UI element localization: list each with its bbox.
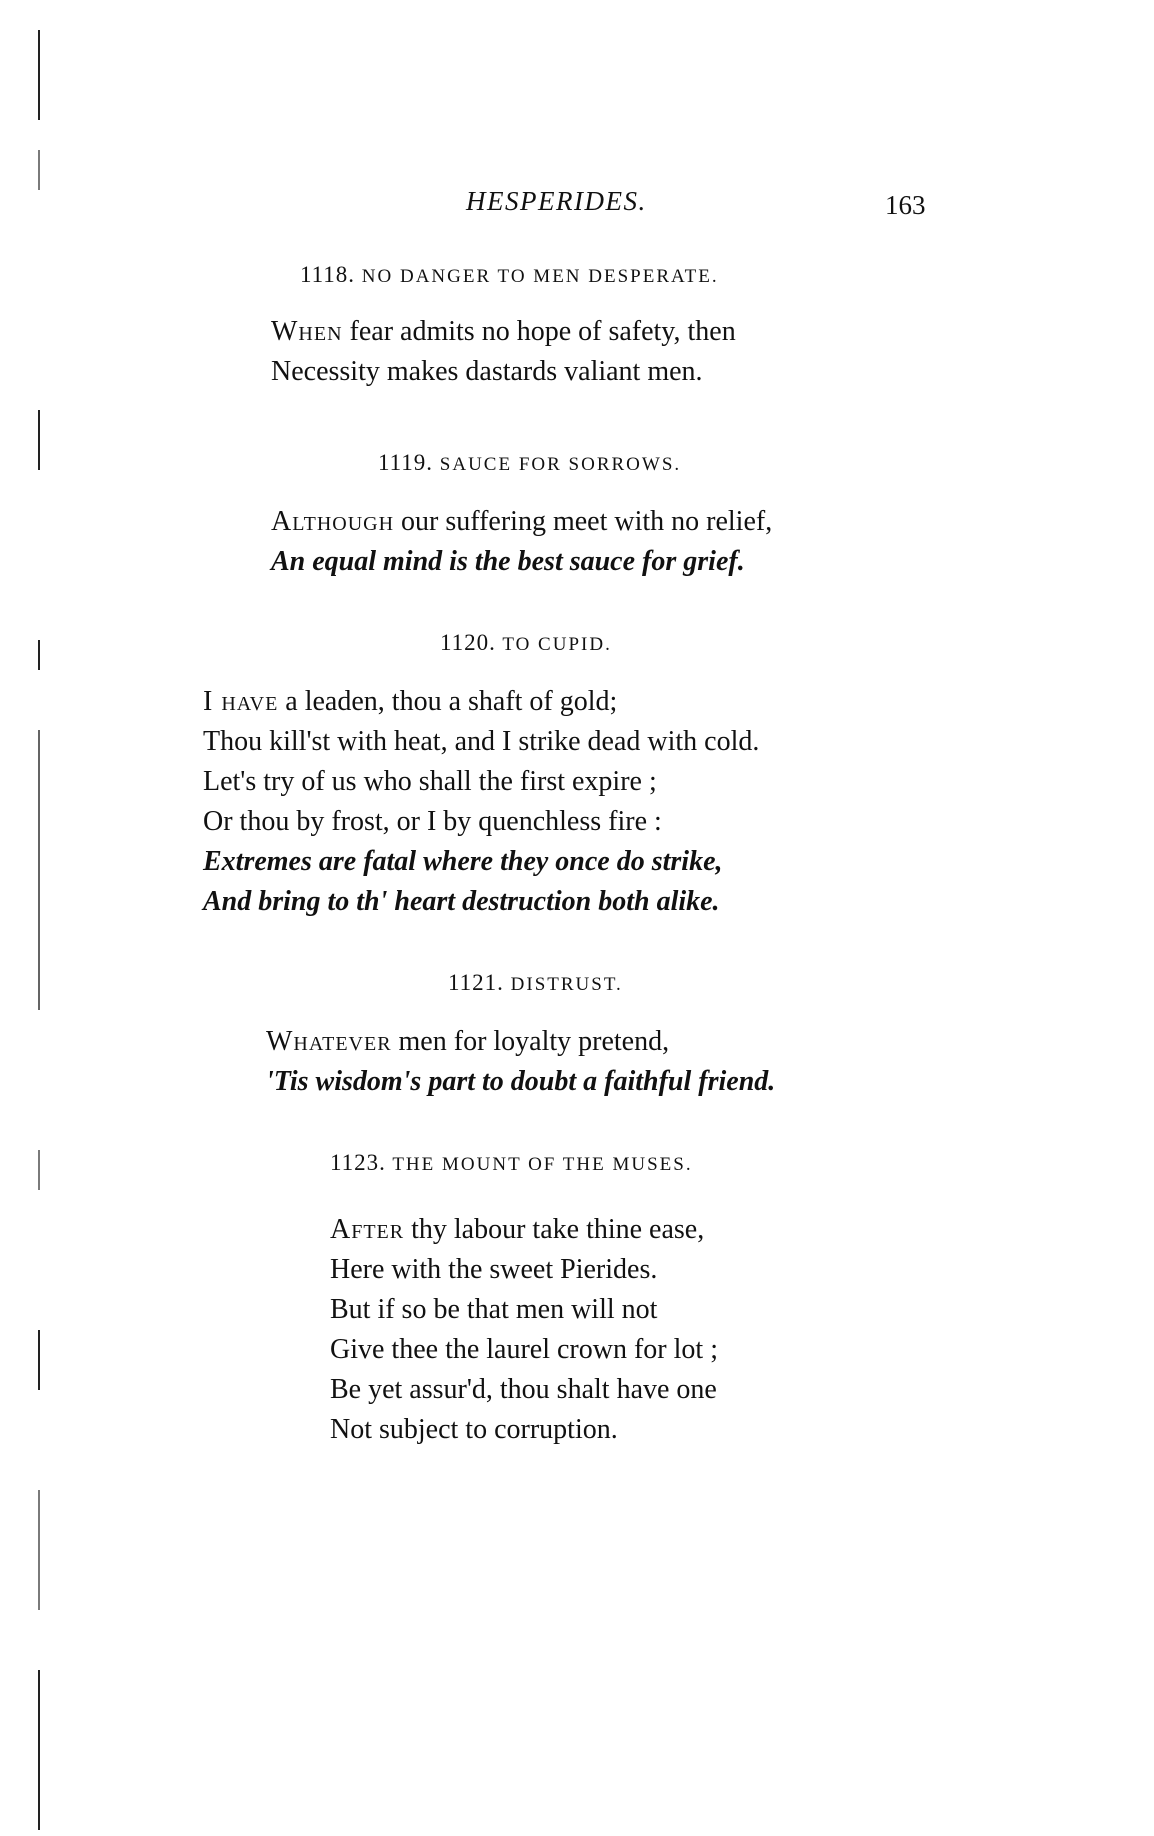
verse-line: Or thou by frost, or I by quenchless fire : — [203, 806, 662, 837]
poem-body-1119 — [271, 502, 772, 582]
verse-line: After thy labour take thine ease, — [330, 1214, 705, 1245]
verse-line: Whatever men for loyalty pretend, — [266, 1026, 670, 1057]
verse-line: Give thee the laurel crown for lot ; — [330, 1334, 718, 1365]
poem-title: NO DANGER TO MEN DESPERATE. — [361, 266, 719, 287]
poem-heading-1120 — [440, 630, 612, 656]
verse-line: Thou kill'st with heat, and I strike dead with cold. — [203, 726, 760, 757]
poem-title: DISTRUST. — [510, 974, 623, 995]
poem-heading-1121 — [448, 970, 623, 996]
verse-line: Here with the sweet Pierides. — [330, 1254, 658, 1285]
verse-line: Not subject to corruption. — [330, 1414, 618, 1445]
poem-body-1120 — [203, 682, 759, 922]
poem-number: 1118. — [300, 262, 356, 287]
poem-body-1123 — [330, 1210, 718, 1450]
poem-number: 1121. — [448, 970, 504, 995]
poem-title: THE MOUNT OF THE MUSES. — [392, 1154, 693, 1175]
poem-heading-1123 — [330, 1150, 693, 1176]
verse-line: 'Tis wisdom's part to doubt a faithful friend. — [266, 1066, 776, 1097]
page-number: 163 — [885, 190, 926, 220]
verse-line: Although our suffering meet with no relief, — [271, 506, 773, 537]
verse-line: But if so be that men will not — [330, 1294, 658, 1325]
poem-heading-1119 — [378, 450, 681, 476]
poem-body-1121 — [266, 1022, 775, 1102]
poem-number: 1119. — [378, 450, 434, 475]
verse-line: And bring to th' heart destruction both alike. — [203, 886, 720, 917]
poem-title: SAUCE FOR SORROWS. — [439, 454, 682, 475]
binding-edge — [38, 30, 42, 1810]
running-title: HESPERIDES. — [466, 186, 647, 216]
poem-number: 1120. — [440, 630, 496, 655]
verse-line: An equal mind is the best sauce for grief. — [271, 546, 745, 577]
verse-line: When fear admits no hope of safety, then — [271, 316, 736, 347]
verse-line: Be yet assur'd, thou shalt have one — [330, 1374, 717, 1405]
poem-number: 1123. — [330, 1150, 386, 1175]
verse-line: Let's try of us who shall the first expire ; — [203, 766, 657, 797]
poem-title: TO CUPID. — [502, 634, 612, 655]
verse-line: I have a leaden, thou a shaft of gold; — [203, 686, 618, 717]
poem-body-1118 — [271, 312, 736, 392]
verse-line: Necessity makes dastards valiant men. — [271, 356, 703, 387]
running-head — [0, 186, 1154, 226]
verse-line: Extremes are fatal where they once do strike, — [203, 846, 723, 877]
poem-heading-1118 — [300, 262, 719, 288]
